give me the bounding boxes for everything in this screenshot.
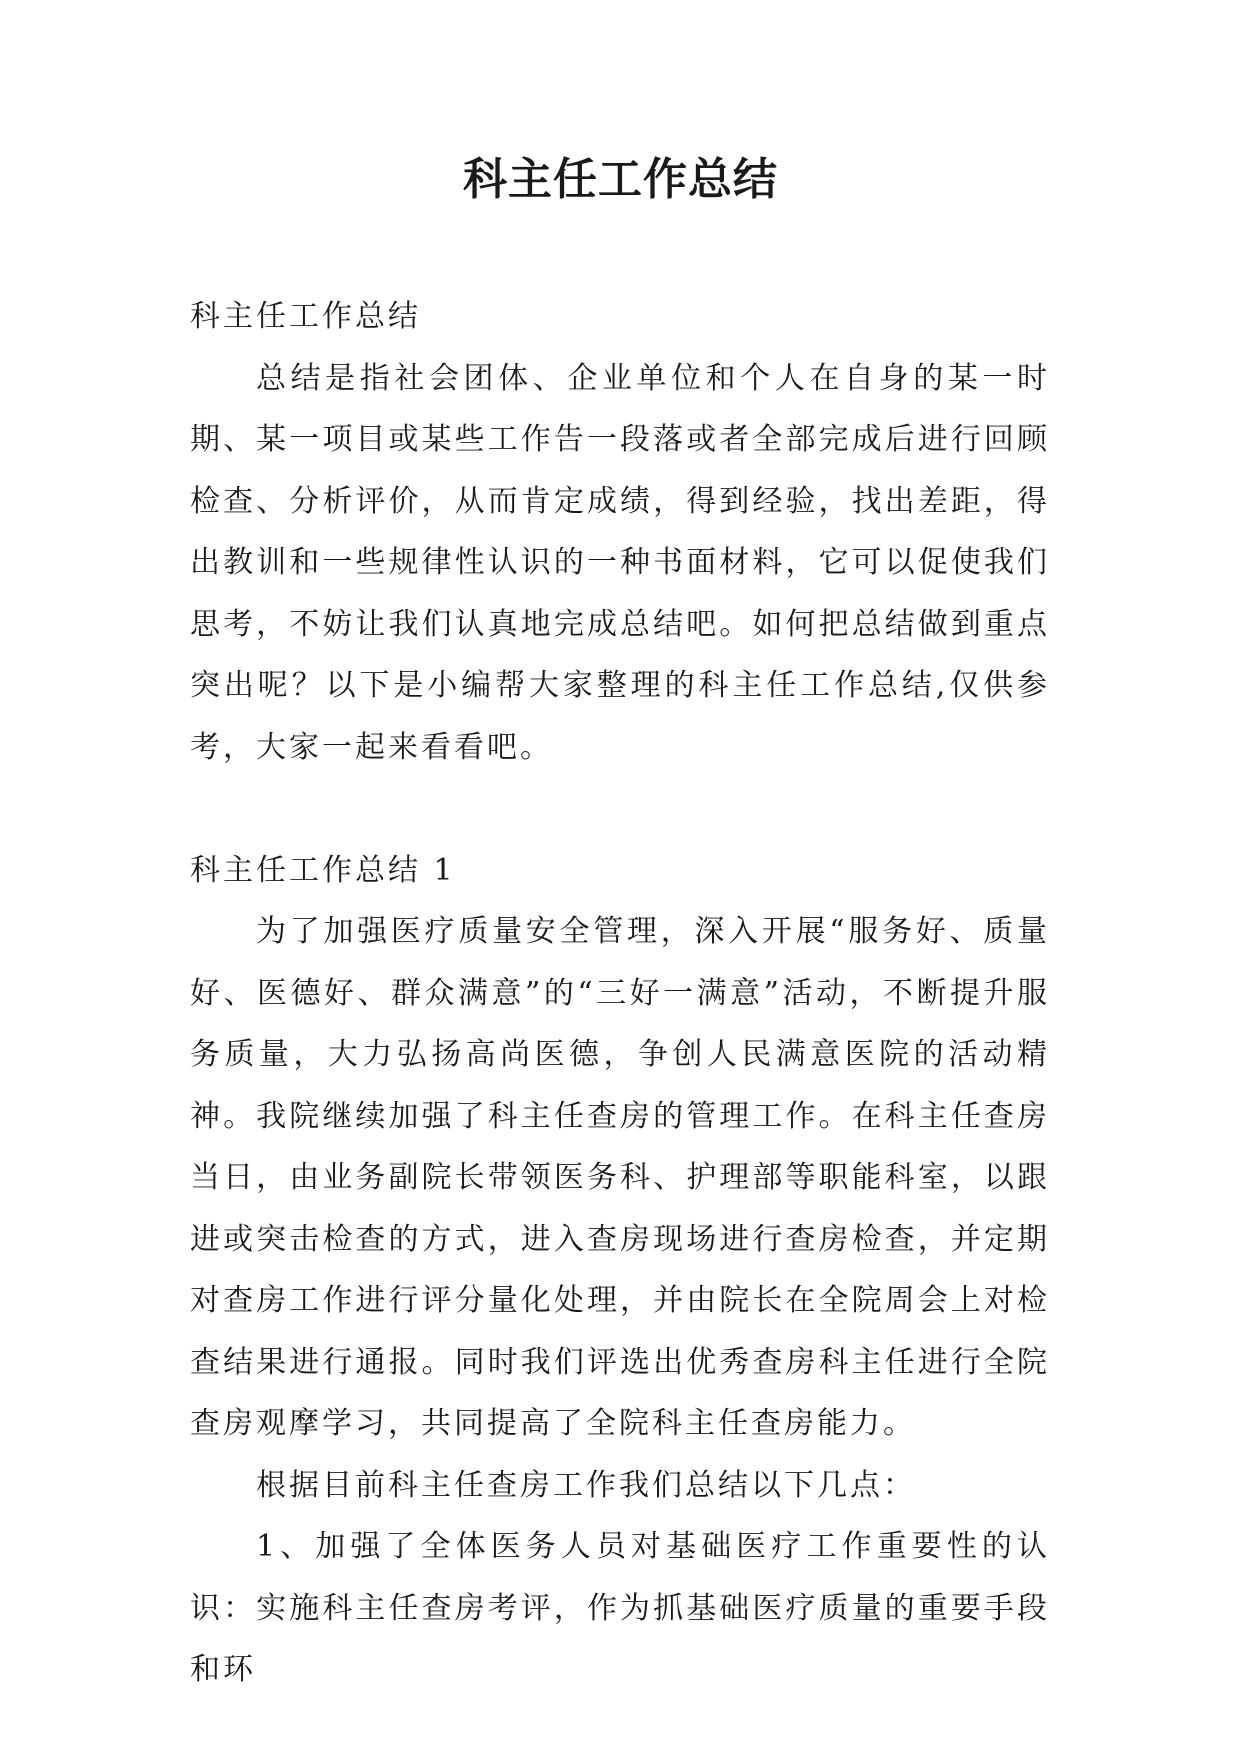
section1-paragraph-2: 根据目前科主任查房工作我们总结以下几点： — [256, 1467, 916, 1503]
section1-paragraph-1: 为了加强医疗质量安全管理，深入开展“服务好、质量好、医德好、群众满意”的“三好一满意”活动，不断提升服务质量，大力弘扬高尚医德，争创人民满意医院的活动精神。我院继续加强了科主任查房的管理工作。在科主任查房当日，由业务副院长带领医务科、护理部等职能科室，以跟进或突击检查的方式，进入查房现场进行查房检查，并定期对查房工作进行评分量化处理，并由院长在全院周会上对检查结果进行通报。同时我们评选出优秀查房科主任进行全院查房观摩学习，共同提高了全院科主任查房能力。 — [190, 914, 1050, 1441]
section1-heading: 科主任工作总结 1 — [190, 852, 456, 888]
intro-paragraph: 总结是指社会团体、企业单位和个人在自身的某一时期、某一项目或某些工作告一段落或者全部完成后进行回顾检查、分析评价，从而肯定成绩，得到经验，找出差距，得出教训和一些规律性认识的一种书面材料，它可以促使我们思考，不妨让我们认真地完成总结吧。如何把总结做到重点突出呢？以下是小编帮大家整理的科主任工作总结,仅供参考，大家一起来看看吧。 — [190, 360, 1050, 765]
section-spacer — [190, 778, 1050, 840]
intro-heading: 科主任工作总结 — [190, 299, 421, 334]
document-body — [190, 286, 1050, 1701]
document-title: 科主任工作总结 — [463, 154, 778, 205]
section1-paragraph-3: 1、加强了全体医务人员对基础医疗工作重要性的认识：实施科主任查房考评，作为抓基础医疗质量的重要手段和环 — [190, 1529, 1050, 1687]
